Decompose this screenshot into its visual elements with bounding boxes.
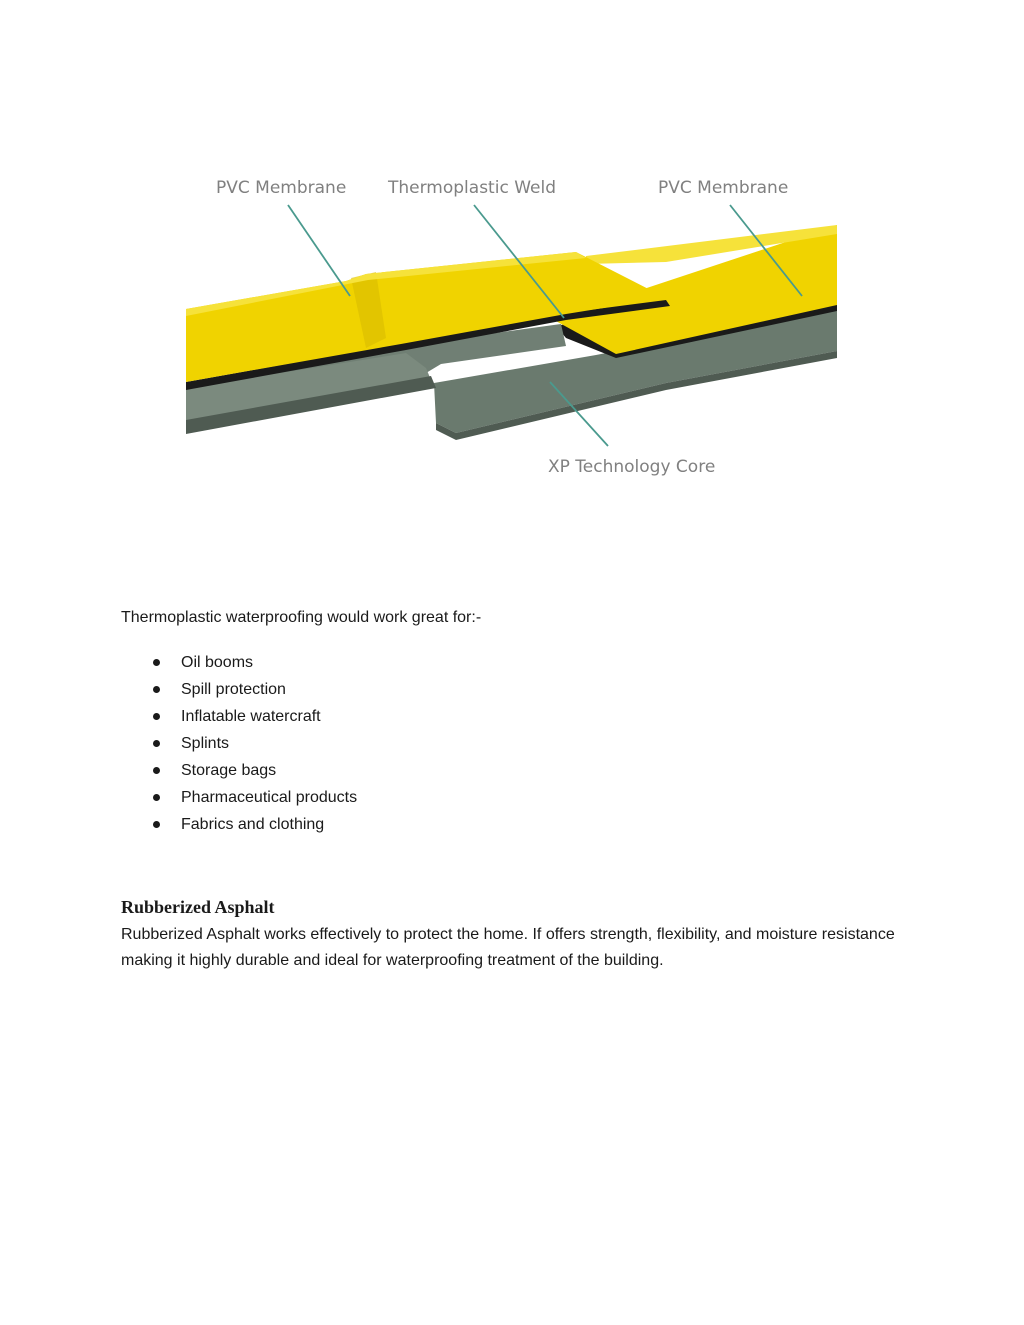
- list-item-label: Storage bags: [181, 762, 277, 779]
- membrane-diagram: [186, 168, 838, 488]
- bullet-icon: [153, 686, 160, 693]
- label-thermoplastic-weld: Thermoplastic Weld: [388, 178, 556, 198]
- uses-list: [121, 652, 357, 841]
- bullet-icon: [153, 767, 160, 774]
- list-item-label: Pharmaceutical products: [181, 789, 358, 806]
- list-item: [121, 733, 357, 760]
- bullet-icon: [153, 821, 160, 828]
- leader-pvc-left: [288, 205, 350, 296]
- list-item-label: Splints: [181, 735, 230, 752]
- section-heading: Rubberized Asphalt: [121, 897, 275, 917]
- list-item: [121, 679, 357, 706]
- label-pvc-membrane-left: PVC Membrane: [216, 178, 347, 198]
- bullet-icon: [153, 659, 160, 666]
- label-xp-technology-core: XP Technology Core: [548, 457, 716, 477]
- list-item: [121, 787, 357, 814]
- intro-text: Thermoplastic waterproofing would work great for:-: [121, 609, 482, 626]
- bullet-icon: [153, 713, 160, 720]
- list-item-label: Inflatable watercraft: [181, 708, 321, 725]
- list-item: [121, 760, 357, 787]
- list-item-label: Spill protection: [181, 681, 286, 698]
- list-item: [121, 706, 357, 733]
- membrane-diagram-svg: [186, 168, 838, 488]
- list-item: [121, 814, 357, 841]
- list-item-label: Oil booms: [181, 654, 254, 671]
- list-item-label: Fabrics and clothing: [181, 816, 325, 833]
- bullet-icon: [153, 740, 160, 747]
- section-body: Rubberized Asphalt works effectively to protect the home. If offers strength, flexibility, and moisture resistance making it highly durable and ideal for waterproofing treatment of the building.: [121, 926, 895, 969]
- list-item: [121, 652, 357, 679]
- bullet-icon: [153, 794, 160, 801]
- label-pvc-membrane-right: PVC Membrane: [658, 178, 789, 198]
